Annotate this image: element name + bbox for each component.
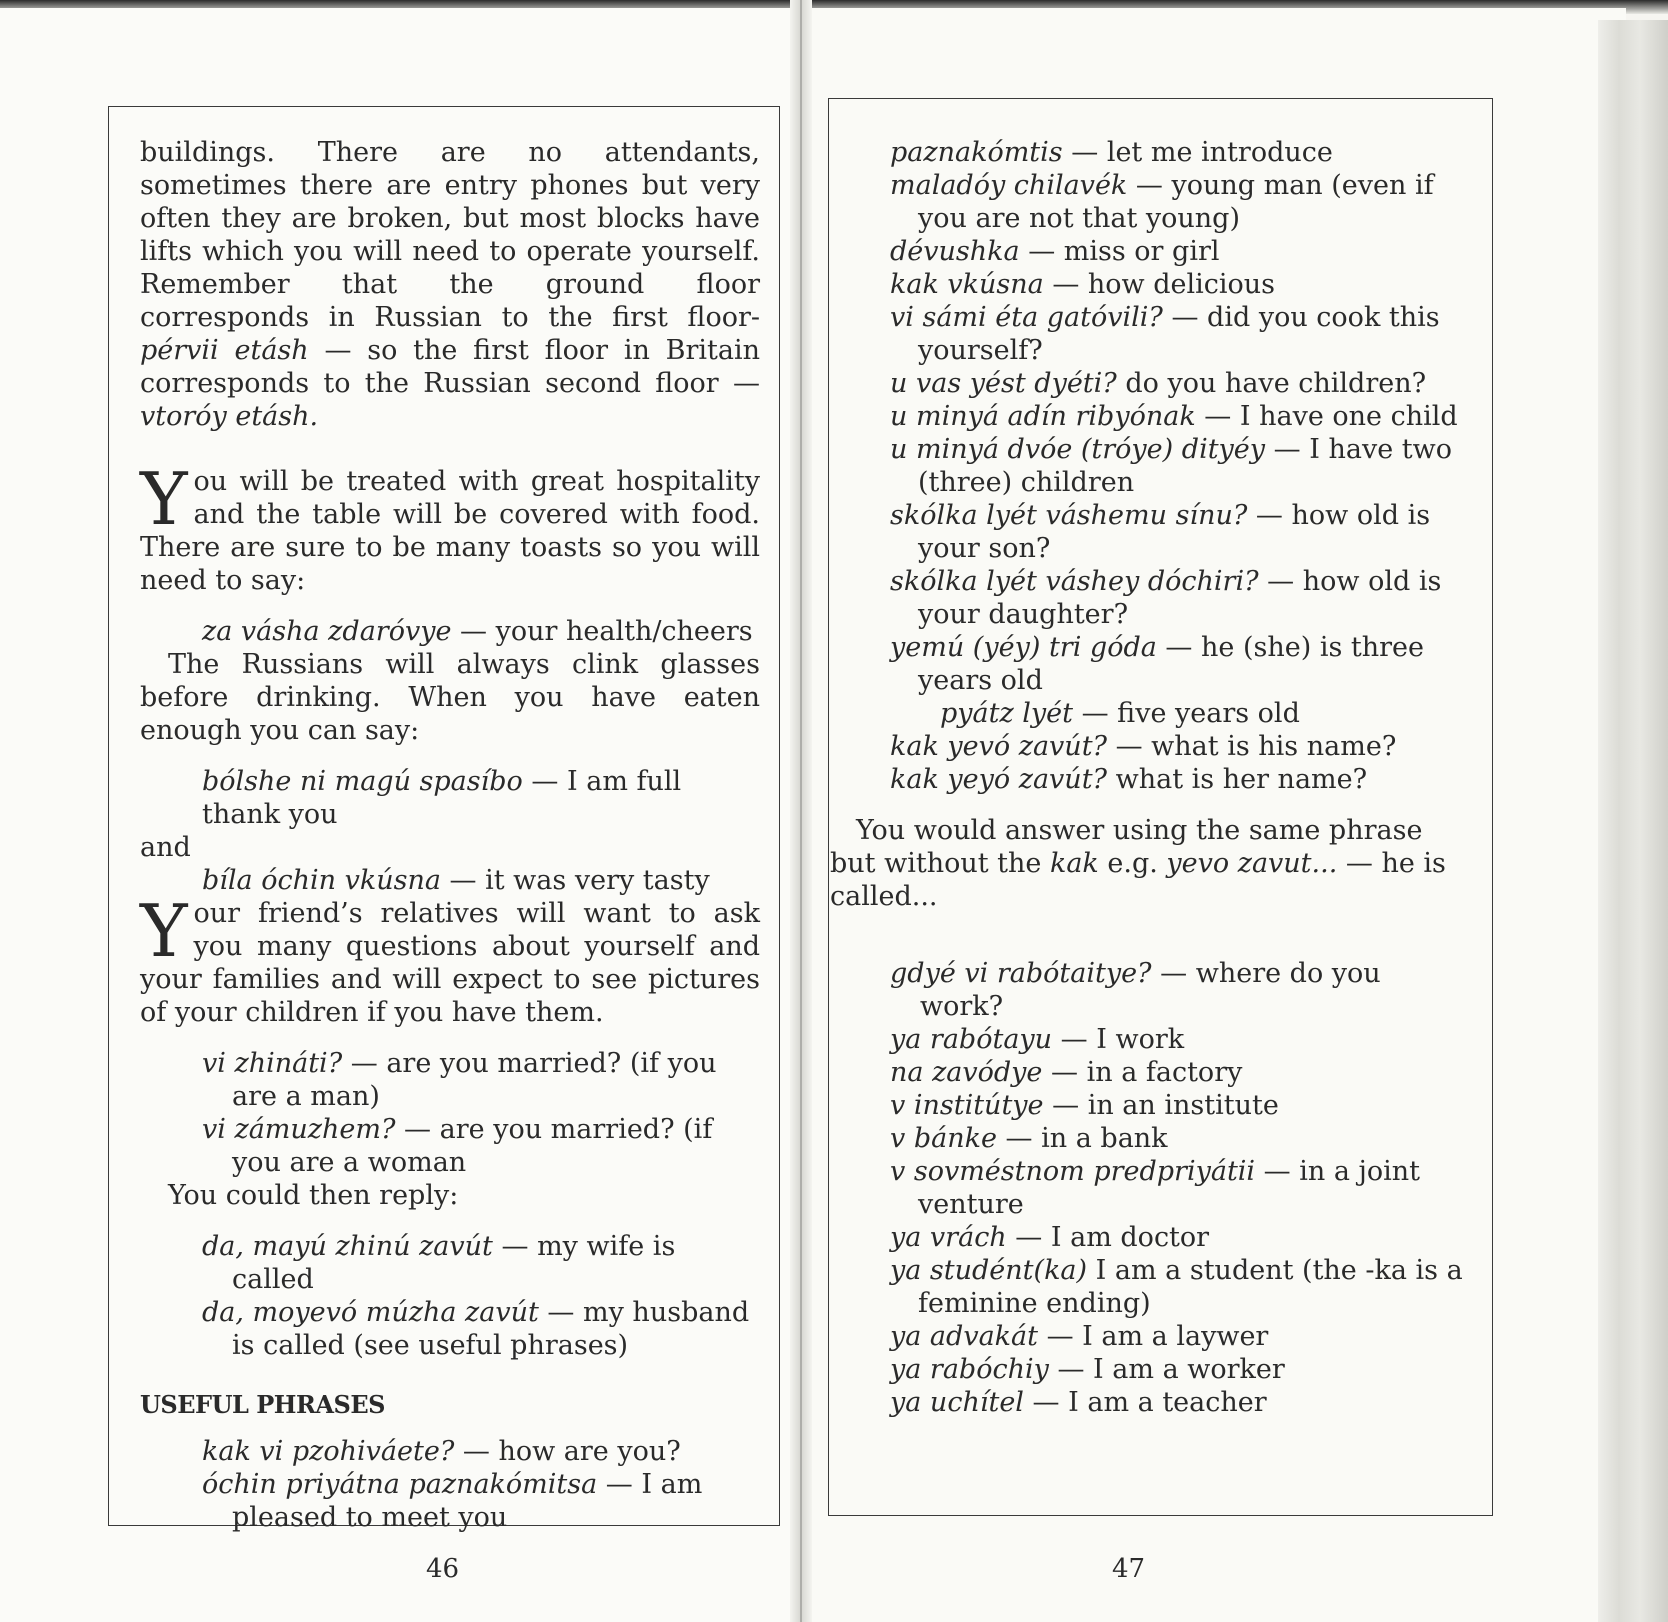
english-gloss: — young man (even if [1127, 170, 1434, 201]
english-gloss: I am a student (the -ka is a [1087, 1255, 1463, 1286]
phrase-item [890, 1254, 1470, 1287]
right-column [830, 136, 1470, 1419]
paragraph-clink: The Russians will always clink glasses before drinking. When you have eaten enough you can say: [140, 649, 760, 746]
phrase-full [140, 765, 760, 831]
text: ou will be treated with great hospitality and the table will be covered with food. There are sure to be many toasts so you will need to say: [140, 466, 760, 596]
russian-phrase: skólka lyét váshey dóchiri? [890, 566, 1259, 597]
russian-phrase: bíla óchin vkúsna [202, 865, 441, 896]
english-gloss: — are you married? (if you are a man) [232, 1048, 717, 1112]
english-gloss: — where do you work? [920, 958, 1381, 1022]
phrase-item [890, 1056, 1470, 1089]
russian-phrase: yemú (yéy) tri góda [890, 632, 1157, 663]
english-gloss: — did you cook this [1162, 302, 1440, 333]
text: e.g. [1098, 848, 1167, 879]
phrase-item [890, 400, 1470, 433]
russian-phrase: na zavódye [890, 1057, 1043, 1088]
phrase-item [890, 565, 1470, 598]
english-gloss: do you have children? [1116, 368, 1427, 399]
phrase-item [890, 1122, 1470, 1155]
english-gloss: — in an institute [1043, 1090, 1279, 1121]
russian-phrase: za vásha zdaróvye [202, 616, 452, 647]
phrase-wife [140, 1230, 760, 1296]
phrase-item [890, 631, 1470, 664]
russian-phrase: pyátz lyét [940, 698, 1074, 729]
russian-phrase: kak yeyó zavút? [890, 764, 1108, 795]
paragraph-relatives [140, 889, 760, 1029]
page-number-right: 47 [1112, 1554, 1146, 1584]
phrase-item [890, 1353, 1470, 1386]
text: You would answer using the same phrase but without the [830, 815, 1423, 879]
russian-phrase: da, moyevó múzha zavút [202, 1297, 539, 1328]
phrase-item [890, 1089, 1470, 1122]
phrase-continuation: you are not that young) [918, 203, 1240, 234]
english-gloss: — how delicious [1043, 269, 1276, 300]
russian-phrase: ya advakát [890, 1321, 1038, 1352]
phrase-continuation: years old [918, 665, 1043, 696]
english-gloss: — how old is [1258, 566, 1442, 597]
paragraph-buildings [140, 136, 760, 433]
english-gloss: — let me introduce [1062, 137, 1333, 168]
phrase-item [890, 367, 1470, 400]
english-gloss: — in a factory [1042, 1057, 1243, 1088]
phrase-item [890, 1023, 1470, 1056]
russian-phrase: u vas yést dyéti? [890, 368, 1117, 399]
english-gloss: — in a bank [996, 1123, 1168, 1154]
section-heading: USEFUL PHRASES [140, 1390, 385, 1419]
phrase-item [890, 1155, 1470, 1188]
russian-phrase: vi zámuzhem? [202, 1114, 396, 1145]
phrase-item [890, 763, 1470, 796]
phrase-item [890, 433, 1470, 466]
russian-phrase: dévushka [890, 236, 1020, 267]
russian-phrase: kak vkúsna [890, 269, 1044, 300]
russian-phrase: da, mayú zhinú zavút [202, 1231, 493, 1262]
russian-phrase: maladóy chilavék [890, 170, 1128, 201]
phrase-how-are-you [140, 1435, 760, 1468]
russian-phrase: v bánke [890, 1123, 997, 1154]
russian-phrase: ya uchítel [890, 1387, 1024, 1418]
phrase-item [890, 1320, 1470, 1353]
english-gloss: — he (she) is three [1156, 632, 1425, 663]
book-gutter [790, 0, 812, 1622]
russian-phrase: ya rabóchiy [890, 1354, 1049, 1385]
phrase-tasty [140, 864, 760, 897]
phrase-item [890, 235, 1470, 268]
drop-cap: Y [140, 889, 188, 973]
phrase-item [890, 169, 1470, 202]
russian-phrase: u minyá adín ribyónak [890, 401, 1196, 432]
phrase-continuation: your daughter? [918, 599, 1129, 630]
russian-phrase: vi sámi éta gatóvili? [890, 302, 1163, 333]
phrase-pleased [140, 1468, 760, 1534]
english-gloss: — my husband is called (see useful phrases) [232, 1297, 750, 1361]
russian-phrase: u minyá dvóe (tróye) dityéy [890, 434, 1266, 465]
russian-phrase: skólka lyét váshemu sínu? [890, 500, 1248, 531]
english-gloss: — I have two [1265, 434, 1452, 465]
english-gloss: — what is his name? [1107, 731, 1397, 762]
russian-phrase: kak vi pzohiváete? [202, 1436, 455, 1467]
russian-phrase: paznakómtis [890, 137, 1063, 168]
phrase-item [890, 136, 1470, 169]
phrase-continuation: venture [918, 1189, 1024, 1220]
russian-phrase: ya studént(ka) [890, 1255, 1088, 1286]
drop-cap: Y [140, 457, 188, 541]
phrase-continuation: feminine ending) [918, 1288, 1151, 1319]
phrase-list-family [890, 136, 1470, 697]
russian-phrase: ya rabótayu [890, 1024, 1053, 1055]
phrase-item [890, 499, 1470, 532]
phrase-item [890, 957, 1470, 1023]
english-gloss: — your health/cheers [451, 616, 753, 647]
english-gloss: — I am pleased to meet you [232, 1469, 703, 1533]
english-gloss: — miss or girl [1019, 236, 1220, 267]
phrase-list-names [890, 730, 1470, 796]
russian-term: kak [1049, 848, 1099, 879]
phrase-husband [140, 1296, 760, 1362]
russian-term: pérvii etásh [140, 335, 309, 366]
phrase-married-man [140, 1047, 760, 1113]
phrase-five-years [890, 697, 1470, 730]
russian-term: vtoróy etásh. [140, 401, 319, 432]
phrase-item [890, 268, 1470, 301]
russian-phrase: gdyé vi rabótaitye? [890, 958, 1152, 989]
paragraph-hospitality [140, 457, 760, 597]
russian-phrase: óchin priyátna paznakómitsa [202, 1469, 598, 1500]
paragraph-answer [830, 814, 1470, 913]
phrase-item [890, 1221, 1470, 1254]
russian-phrase: kak yevó zavút? [890, 731, 1108, 762]
english-gloss: — in a joint [1255, 1156, 1421, 1187]
english-gloss: — I am full thank you [202, 766, 682, 830]
russian-phrase: bólshe ni magú spasíbo [202, 766, 523, 797]
phrase-list-work [890, 957, 1470, 1419]
russian-phrase: v institútye [890, 1090, 1044, 1121]
phrase-item [890, 301, 1470, 334]
left-column [140, 136, 760, 1534]
english-gloss: — five years old [1073, 698, 1300, 729]
phrase-item [890, 1386, 1470, 1419]
english-gloss: — I am a teacher [1023, 1387, 1267, 1418]
english-gloss: — it was very tasty [440, 865, 710, 896]
english-gloss: — how are you? [454, 1436, 681, 1467]
english-gloss: — I am a laywer [1037, 1321, 1269, 1352]
english-gloss: — how old is [1247, 500, 1431, 531]
russian-phrase: v sovméstnom predpriyátii [890, 1156, 1256, 1187]
russian-term: yevo zavut... [1166, 848, 1338, 879]
word-and: and [140, 832, 191, 863]
russian-phrase: ya vrách [890, 1222, 1007, 1253]
page-edges [1598, 20, 1668, 1622]
phrase-toast [140, 615, 760, 648]
phrase-continuation: yourself? [918, 335, 1043, 366]
english-gloss: — I am doctor [1006, 1222, 1210, 1253]
page-number-left: 46 [426, 1554, 460, 1584]
paragraph-reply: You could then reply: [168, 1180, 459, 1211]
phrase-continuation: (three) children [918, 467, 1135, 498]
english-gloss: — I have one child [1195, 401, 1458, 432]
english-gloss: — are you married? (if you are a woman [232, 1114, 713, 1178]
text: our friend’s relatives will want to ask you many questions about yourself and your families and will expect to see pictures of your children if you have them. [140, 898, 760, 1028]
text: — he is called... [830, 848, 1446, 912]
english-gloss: — my wife is called [232, 1231, 676, 1295]
english-gloss: what is her name? [1107, 764, 1368, 795]
phrase-item [890, 730, 1470, 763]
text: — so the first floor in Britain corresponds to the Russian second floor — [140, 335, 760, 399]
phrase-married-woman [140, 1113, 760, 1179]
english-gloss: — I am a worker [1048, 1354, 1285, 1385]
phrase-continuation: your son? [918, 533, 1051, 564]
english-gloss: — I work [1052, 1024, 1185, 1055]
text: buildings. There are no attendants, sometimes there are entry phones but very often they are broken, but most blocks have lifts which you will need to operate yourself. Remember that the ground floor corresponds in Russian to the first floor- [140, 137, 760, 333]
russian-phrase: vi zhináti? [202, 1048, 343, 1079]
